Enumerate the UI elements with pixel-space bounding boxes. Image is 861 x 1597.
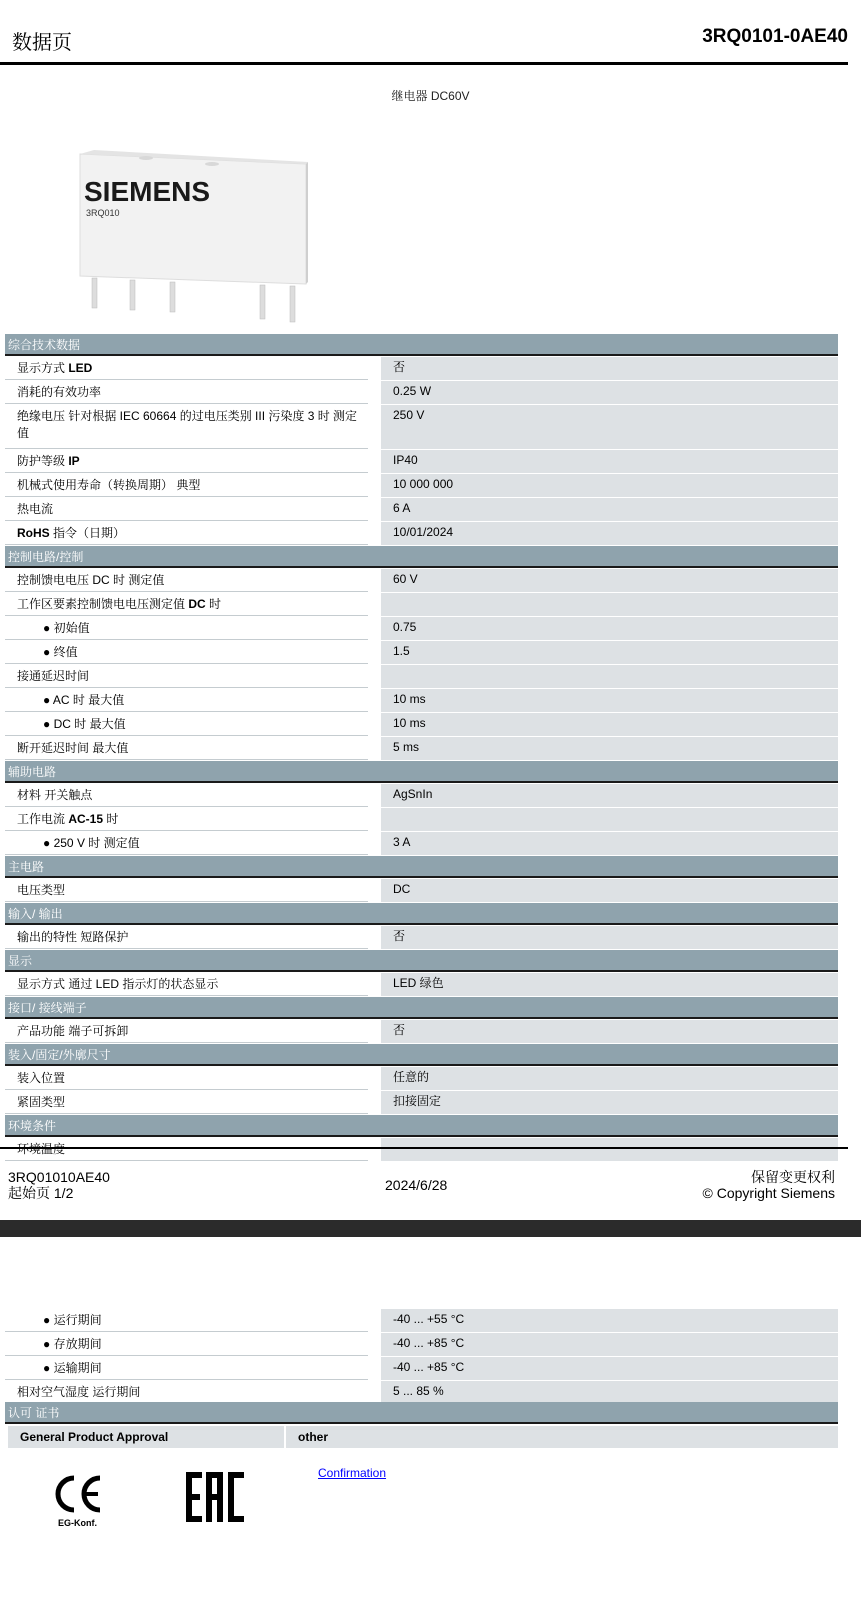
footer-right: [703, 1169, 835, 1201]
footer-page-number: 起始页 1/2: [8, 1185, 74, 1201]
spec-row: [5, 665, 838, 688]
spec-key-text: 材料 开关触点: [17, 788, 93, 802]
section-header: 主电路: [5, 856, 838, 878]
spec-key-text: 消耗的有效功率: [17, 385, 102, 399]
spec-value: 0.75: [381, 617, 838, 640]
spec-key: [5, 405, 368, 449]
spec-value: 10 ms: [381, 713, 838, 736]
spec-value: -40 ... +85 °C: [381, 1357, 838, 1380]
approval-table: [8, 1426, 838, 1448]
spec-row: [5, 1091, 838, 1114]
siemens-logo: SIEMENS: [84, 176, 211, 207]
spec-value: LED 绿色: [381, 973, 838, 996]
spec-value: 否: [381, 926, 838, 949]
spec-key: [5, 1091, 368, 1114]
spec-key-bold: LED: [68, 361, 93, 375]
spec-value: 6 A: [381, 498, 838, 521]
spec-key: [5, 569, 368, 592]
spec-value: 250 V: [381, 405, 838, 449]
spec-value: -40 ... +85 °C: [381, 1333, 838, 1356]
spec-value: 否: [381, 1020, 838, 1043]
product-code: 3RQ0101-0AE40: [702, 26, 848, 47]
spec-value: 扣接固定: [381, 1091, 838, 1114]
spec-key: [5, 1357, 368, 1380]
section-header: 辅助电路: [5, 761, 838, 783]
spec-row: [5, 1381, 838, 1404]
section-header: 显示: [5, 950, 838, 972]
footer-date: 2024/6/28: [385, 1177, 448, 1193]
spec-key-text: 断开延迟时间 最大值: [17, 741, 129, 755]
section-header: 环境条件: [5, 1115, 838, 1137]
spec-value: 10 000 000: [381, 474, 838, 497]
spec-key-text: ● 终值: [43, 645, 78, 659]
spec-key: [5, 641, 368, 664]
spec-key-text: ● DC 时 最大值: [43, 717, 126, 731]
section-header: 装入/固定/外廓尺寸: [5, 1044, 838, 1066]
spec-value: [381, 665, 838, 688]
spec-row: [5, 617, 838, 640]
spec-key: [5, 713, 368, 736]
relay-model-label: 3RQ010: [86, 208, 120, 218]
spec-row: [5, 808, 838, 831]
spec-key-text: 工作电流: [17, 812, 69, 826]
spec-row: [5, 1357, 838, 1380]
spec-row: [5, 879, 838, 902]
spec-key: [5, 450, 368, 473]
footer-order-number: 3RQ01010AE40: [8, 1169, 110, 1185]
spec-key: [5, 737, 368, 760]
spec-key: [5, 381, 368, 404]
relay-product-image: [74, 144, 324, 334]
spec-value: 1.5: [381, 641, 838, 664]
spec-value: 0.25 W: [381, 381, 838, 404]
spec-row: [5, 832, 838, 855]
spec-key-suffix: 时: [103, 812, 119, 826]
confirmation-link[interactable]: Confirmation: [318, 1466, 387, 1480]
spec-key-text: 防护等级: [17, 454, 69, 468]
spec-key-text: 指令（日期）: [49, 526, 126, 540]
spec-key-text: 控制馈电电压 DC 时 测定值: [17, 573, 165, 587]
spec-key-text: 显示方式 通过 LED 指示灯的状态显示: [17, 977, 219, 991]
spec-row: [5, 498, 838, 521]
spec-value: IP40: [381, 450, 838, 473]
spec-key-bold: AC-15: [68, 812, 104, 826]
spec-value: 60 V: [381, 569, 838, 592]
spec-key: [5, 617, 368, 640]
spec-row: [5, 381, 838, 404]
spec-key-text: 接通延迟时间: [17, 669, 90, 683]
eac-mark-icon: [184, 1470, 246, 1524]
spec-row: [5, 405, 838, 449]
section-header: 综合技术数据: [5, 334, 838, 356]
spec-value: [381, 593, 838, 616]
spec-row: [5, 973, 838, 996]
spec-value: 任意的: [381, 1067, 838, 1090]
spec-key-text: 相对空气湿度 运行期间: [17, 1385, 141, 1399]
spec-key: [5, 832, 368, 855]
section-header: 输入/ 输出: [5, 903, 838, 925]
spec-row: [5, 737, 838, 760]
spec-key: [5, 1020, 368, 1043]
section-header: 控制电路/控制: [5, 546, 838, 568]
spec-key-text: ● 运行期间: [43, 1313, 102, 1327]
spec-key-text: 装入位置: [17, 1071, 66, 1085]
spec-row: [5, 1309, 838, 1332]
spec-key: [5, 1333, 368, 1356]
spec-row: [5, 641, 838, 664]
section-header: 接口/ 接线端子: [5, 997, 838, 1019]
spec-value: 10 ms: [381, 689, 838, 712]
spec-value: DC: [381, 879, 838, 902]
spec-key-bold: DC: [188, 597, 206, 611]
approval-col-general: General Product Approval: [8, 1426, 284, 1448]
spec-row: [5, 569, 838, 592]
spec-row: [5, 522, 838, 545]
spec-key-text: 环境温度: [17, 1142, 66, 1156]
spec-row: [5, 689, 838, 712]
spec-row: [5, 474, 838, 497]
spec-key-text: 显示方式: [17, 361, 69, 375]
spec-value: 10/01/2024: [381, 522, 838, 545]
spec-row: [5, 784, 838, 807]
spec-row: [5, 926, 838, 949]
spec-key-text: 输出的特性 短路保护: [17, 930, 129, 944]
spec-row: [5, 593, 838, 616]
footer-copyright: © Copyright Siemens: [702, 1185, 835, 1201]
spec-key: [5, 665, 368, 688]
spec-key: [5, 879, 368, 902]
spec-key: [5, 973, 368, 996]
spec-value: 5 ms: [381, 737, 838, 760]
spec-key-bold: IP: [68, 454, 80, 468]
spec-key: [5, 808, 368, 831]
page-title: 数据页: [12, 32, 72, 54]
spec-key-text: 机械式使用寿命（转换周期） 典型: [17, 478, 201, 492]
spec-row: [5, 713, 838, 736]
spec-key: [5, 1381, 368, 1404]
spec-key: [5, 522, 368, 545]
spec-key-text: 紧固类型: [17, 1095, 66, 1109]
spec-key-text: ● 存放期间: [43, 1337, 102, 1351]
spec-key: [5, 689, 368, 712]
footer-rights: 保留变更权利: [751, 1169, 835, 1185]
spec-row: [5, 1067, 838, 1090]
spec-key-text: 产品功能 端子可拆卸: [17, 1024, 129, 1038]
spec-key: [5, 1067, 368, 1090]
spec-key: [5, 498, 368, 521]
spec-key: [5, 784, 368, 807]
spec-key-text: ● AC 时 最大值: [43, 693, 125, 707]
spec-value: 否: [381, 357, 838, 380]
spec-table-page2: [5, 1309, 838, 1405]
product-subtitle: 继电器 DC60V: [391, 89, 470, 103]
spec-key-text: 工作区要素控制馈电电压测定值: [17, 597, 189, 611]
ce-mark-icon: [50, 1472, 104, 1530]
cert-section: [5, 1402, 838, 1425]
spec-value: [381, 808, 838, 831]
spec-key: [5, 593, 368, 616]
spec-key-suffix: 时: [205, 597, 222, 611]
spec-table-page1: [5, 334, 838, 1162]
spec-key-text: ● 运输期间: [43, 1361, 102, 1375]
spec-row: [5, 450, 838, 473]
approval-col-other: other: [285, 1426, 838, 1448]
spec-key-text: 绝缘电压 针对根据 IEC 60664 的过电压类别 III 污染度 3 时 测定值: [17, 409, 358, 440]
spec-value: 5 ... 85 %: [381, 1381, 838, 1404]
ce-caption: EG-Konf.: [58, 1518, 97, 1528]
spec-value: AgSnIn: [381, 784, 838, 807]
page-break: [0, 1220, 861, 1237]
spec-key-bold: RoHS: [17, 526, 50, 540]
spec-key-text: 电压类型: [17, 883, 66, 897]
spec-key-text: ● 250 V 时 测定值: [43, 836, 140, 850]
spec-row: [5, 357, 838, 380]
footer-left: [8, 1169, 110, 1201]
spec-value: -40 ... +55 °C: [381, 1309, 838, 1332]
spec-key: [5, 474, 368, 497]
spec-row: [5, 1333, 838, 1356]
spec-row: [5, 1020, 838, 1043]
page-footer: [0, 1147, 848, 1221]
page-header: [0, 0, 848, 65]
spec-key: [5, 926, 368, 949]
spec-key: [5, 357, 368, 380]
spec-key: [5, 1309, 368, 1332]
section-header: 认可 证书: [5, 1402, 838, 1424]
spec-value: 3 A: [381, 832, 838, 855]
spec-key-text: ● 初始值: [43, 621, 90, 635]
spec-key-text: 热电流: [17, 502, 54, 516]
